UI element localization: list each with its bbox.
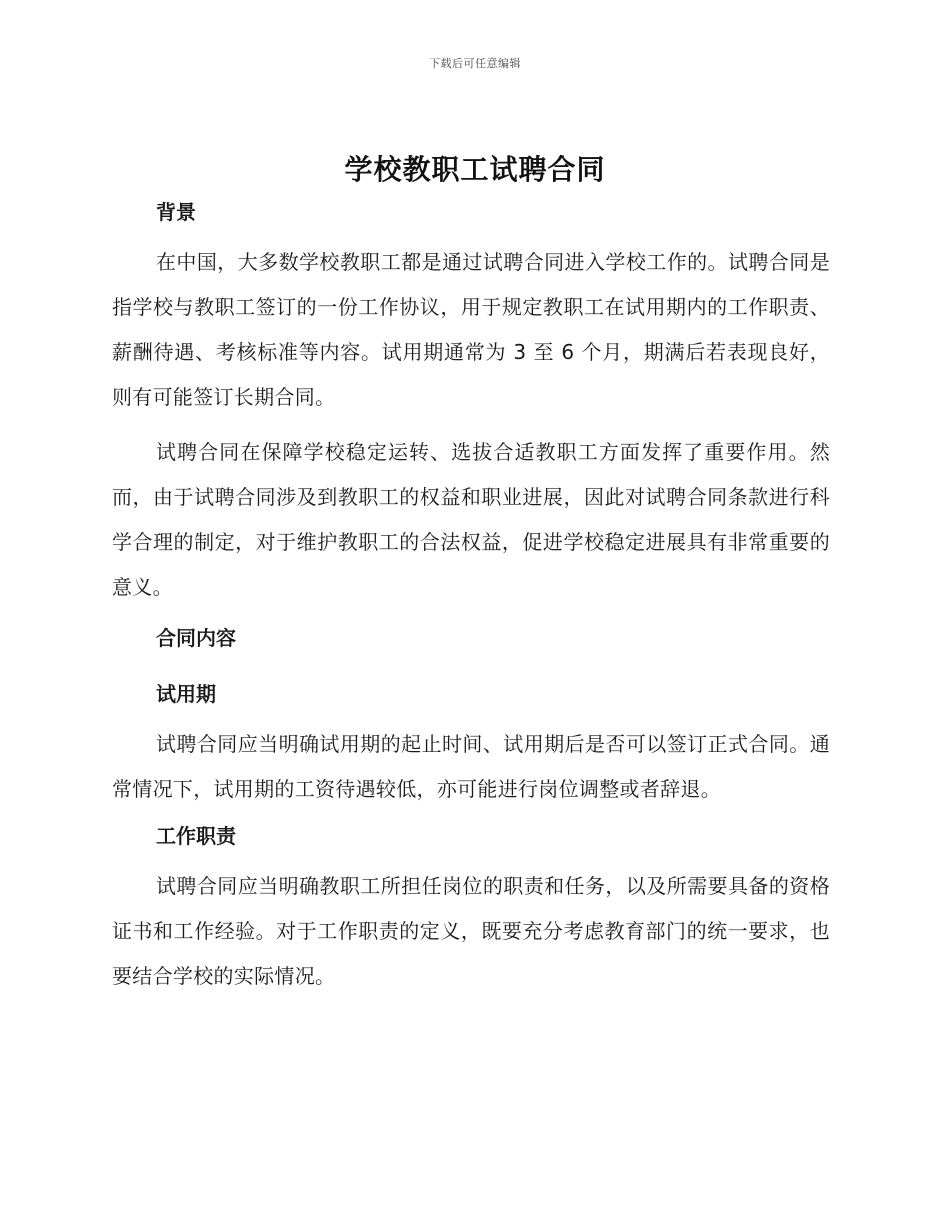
section-heading-background: 背景 [156, 200, 196, 224]
document-body [112, 198, 830, 999]
job-duties-paragraph: 试聘合同应当明确教职工所担任岗位的职责和任务，以及所需要具备的资格证书和工作经验。对于工作职责的定义，既要充分考虑教育部门的统一要求，也要结合学校的实际情况。 [112, 874, 830, 988]
page-title: 学校教职工试聘合同 [344, 153, 606, 186]
background-paragraph-2: 试聘合同在保障学校稳定运转、选拔合适教职工方面发挥了重要作用。然而，由于试聘合同涉及到教职工的权益和职业进展，因此对试聘合同条款进行科学合理的制定，对于维护教职工的合法权益，促进学校稳定进展具有非常重要的意义。 [112, 440, 830, 599]
section-heading-contract-content: 合同内容 [156, 626, 236, 650]
section-heading-job-duties: 工作职责 [156, 824, 236, 848]
background-paragraph-1: 在中国，大多数学校教职工都是通过试聘合同进入学校工作的。试聘合同是指学校与教职工签订的一份工作协议，用于规定教职工在试用期内的工作职责、薪酬待遇、考核标准等内容。试用期通常为 3 至 6 个月，期满后若表现良好，则有可能签订长期合同。 [112, 250, 830, 409]
section-heading-trial-period: 试用期 [156, 682, 216, 706]
header-note: 下载后可任意编辑 [429, 57, 521, 70]
trial-period-paragraph: 试聘合同应当明确试用期的起止时间、试用期后是否可以签订正式合同。通常情况下，试用期的工资待遇较低，亦可能进行岗位调整或者辞退。 [112, 732, 830, 801]
